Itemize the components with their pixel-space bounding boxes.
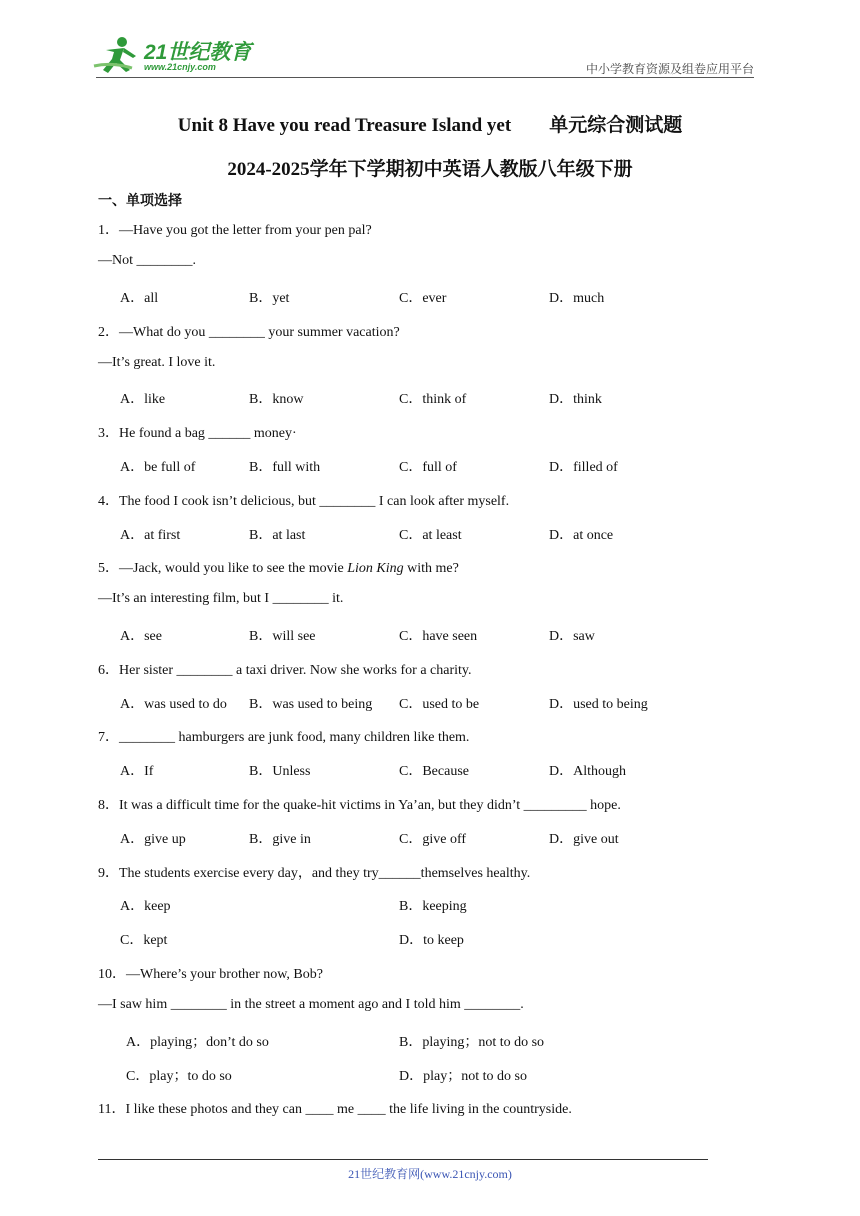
brand-logo xyxy=(92,36,262,80)
logo-url: www.21cnjy.com xyxy=(144,62,216,72)
option-d: D．used to being xyxy=(549,697,648,712)
option-d: D．filled of xyxy=(549,460,618,475)
question-stem: 2．—What do you ________ your summer vacation? xyxy=(98,325,400,340)
question-stem-line2: —Not ________. xyxy=(98,253,196,268)
option-a: A．was used to do xyxy=(120,697,227,712)
option-a: A．be full of xyxy=(120,460,196,475)
option-a: A．like xyxy=(120,392,166,407)
question-stem: 5．—Jack, would you like to see the movie Lion King with me? xyxy=(98,561,459,576)
section-heading: 一、单项选择 xyxy=(98,194,182,209)
question-stem: 11．I like these photos and they can ____ me ____ the life living in the countryside. xyxy=(98,1102,572,1117)
option-b: B．keeping xyxy=(399,899,467,914)
footer-source: 21世纪教育网(www.21cnjy.com) xyxy=(348,1167,512,1181)
option-d: D．Although xyxy=(549,764,626,779)
option-c: C．Because xyxy=(399,764,469,779)
header-divider xyxy=(96,77,754,78)
option-c: C．used to be xyxy=(399,697,480,712)
question-stem: 7．________ hamburgers are junk food, many children like them. xyxy=(98,730,470,745)
question-stem: 8．It was a difficult time for the quake-hit victims in Ya’an, but they didn’t _________ hope. xyxy=(98,798,621,813)
option-a: A．see xyxy=(120,629,162,644)
option-b: B．playing；not to do so xyxy=(399,1035,545,1050)
question-stem: 10．—Where’s your brother now, Bob? xyxy=(98,967,323,982)
option-b: B．know xyxy=(249,392,304,407)
document-subtitle: 2024-2025学年下学期初中英语人教版八年级下册 xyxy=(227,159,633,180)
question-stem: 1．—Have you got the letter from your pen pal? xyxy=(98,223,372,238)
question-stem-line2: —It’s great. I love it. xyxy=(98,355,216,370)
page-header xyxy=(0,0,860,80)
option-d: D．give out xyxy=(549,832,619,847)
question-stem: 4．The food I cook isn’t delicious, but ________ I can look after myself. xyxy=(98,494,510,509)
option-d: D．much xyxy=(549,291,605,306)
runner-icon xyxy=(92,36,142,76)
option-a: A．If xyxy=(120,764,154,779)
option-b: B．at last xyxy=(249,528,306,543)
option-c: C．think of xyxy=(399,392,467,407)
option-c: C．have seen xyxy=(399,629,478,644)
document-title: Unit 8 Have you read Treasure Island yet 单元综合测试题 xyxy=(177,115,683,136)
option-b: B．give in xyxy=(249,832,311,847)
option-d: D．saw xyxy=(549,629,595,644)
platform-name: 中小学教育资源及组卷应用平台 xyxy=(585,62,754,76)
question-stem-line2: —I saw him ________ in the street a moment ago and I told him ________. xyxy=(98,997,524,1012)
option-c: C．kept xyxy=(120,933,168,948)
option-c: C．full of xyxy=(399,460,457,475)
option-a: A．playing；don’t do so xyxy=(126,1035,269,1050)
option-b: B．full with xyxy=(249,460,321,475)
option-c: C．give off xyxy=(399,832,467,847)
option-c: C．at least xyxy=(399,528,462,543)
option-b: B．will see xyxy=(249,629,316,644)
option-c: C．ever xyxy=(399,291,447,306)
option-b: B．yet xyxy=(249,291,290,306)
footer-divider xyxy=(98,1159,708,1160)
option-c: C．play；to do so xyxy=(126,1069,232,1084)
question-stem: 3．He found a bag ______ money· xyxy=(98,426,297,441)
logo-text: 21世纪教育 xyxy=(144,41,252,64)
option-a: A．keep xyxy=(120,899,171,914)
option-b: B．Unless xyxy=(249,764,311,779)
question-stem-line2: —It’s an interesting film, but I ________ it. xyxy=(98,591,344,606)
question-stem: 9．The students exercise every day，and they try______themselves healthy. xyxy=(98,866,531,881)
movie-title: Lion King xyxy=(347,561,404,576)
option-b: B．was used to being xyxy=(249,697,373,712)
question-stem: 6．Her sister ________ a taxi driver. Now she works for a charity. xyxy=(98,663,472,678)
option-d: D．at once xyxy=(549,528,614,543)
option-a: A．all xyxy=(120,291,159,306)
option-a: A．give up xyxy=(120,832,186,847)
option-d: D．think xyxy=(549,392,602,407)
option-a: A．at first xyxy=(120,528,181,543)
option-d: D．to keep xyxy=(399,933,464,948)
option-d: D．play；not to do so xyxy=(399,1069,527,1084)
